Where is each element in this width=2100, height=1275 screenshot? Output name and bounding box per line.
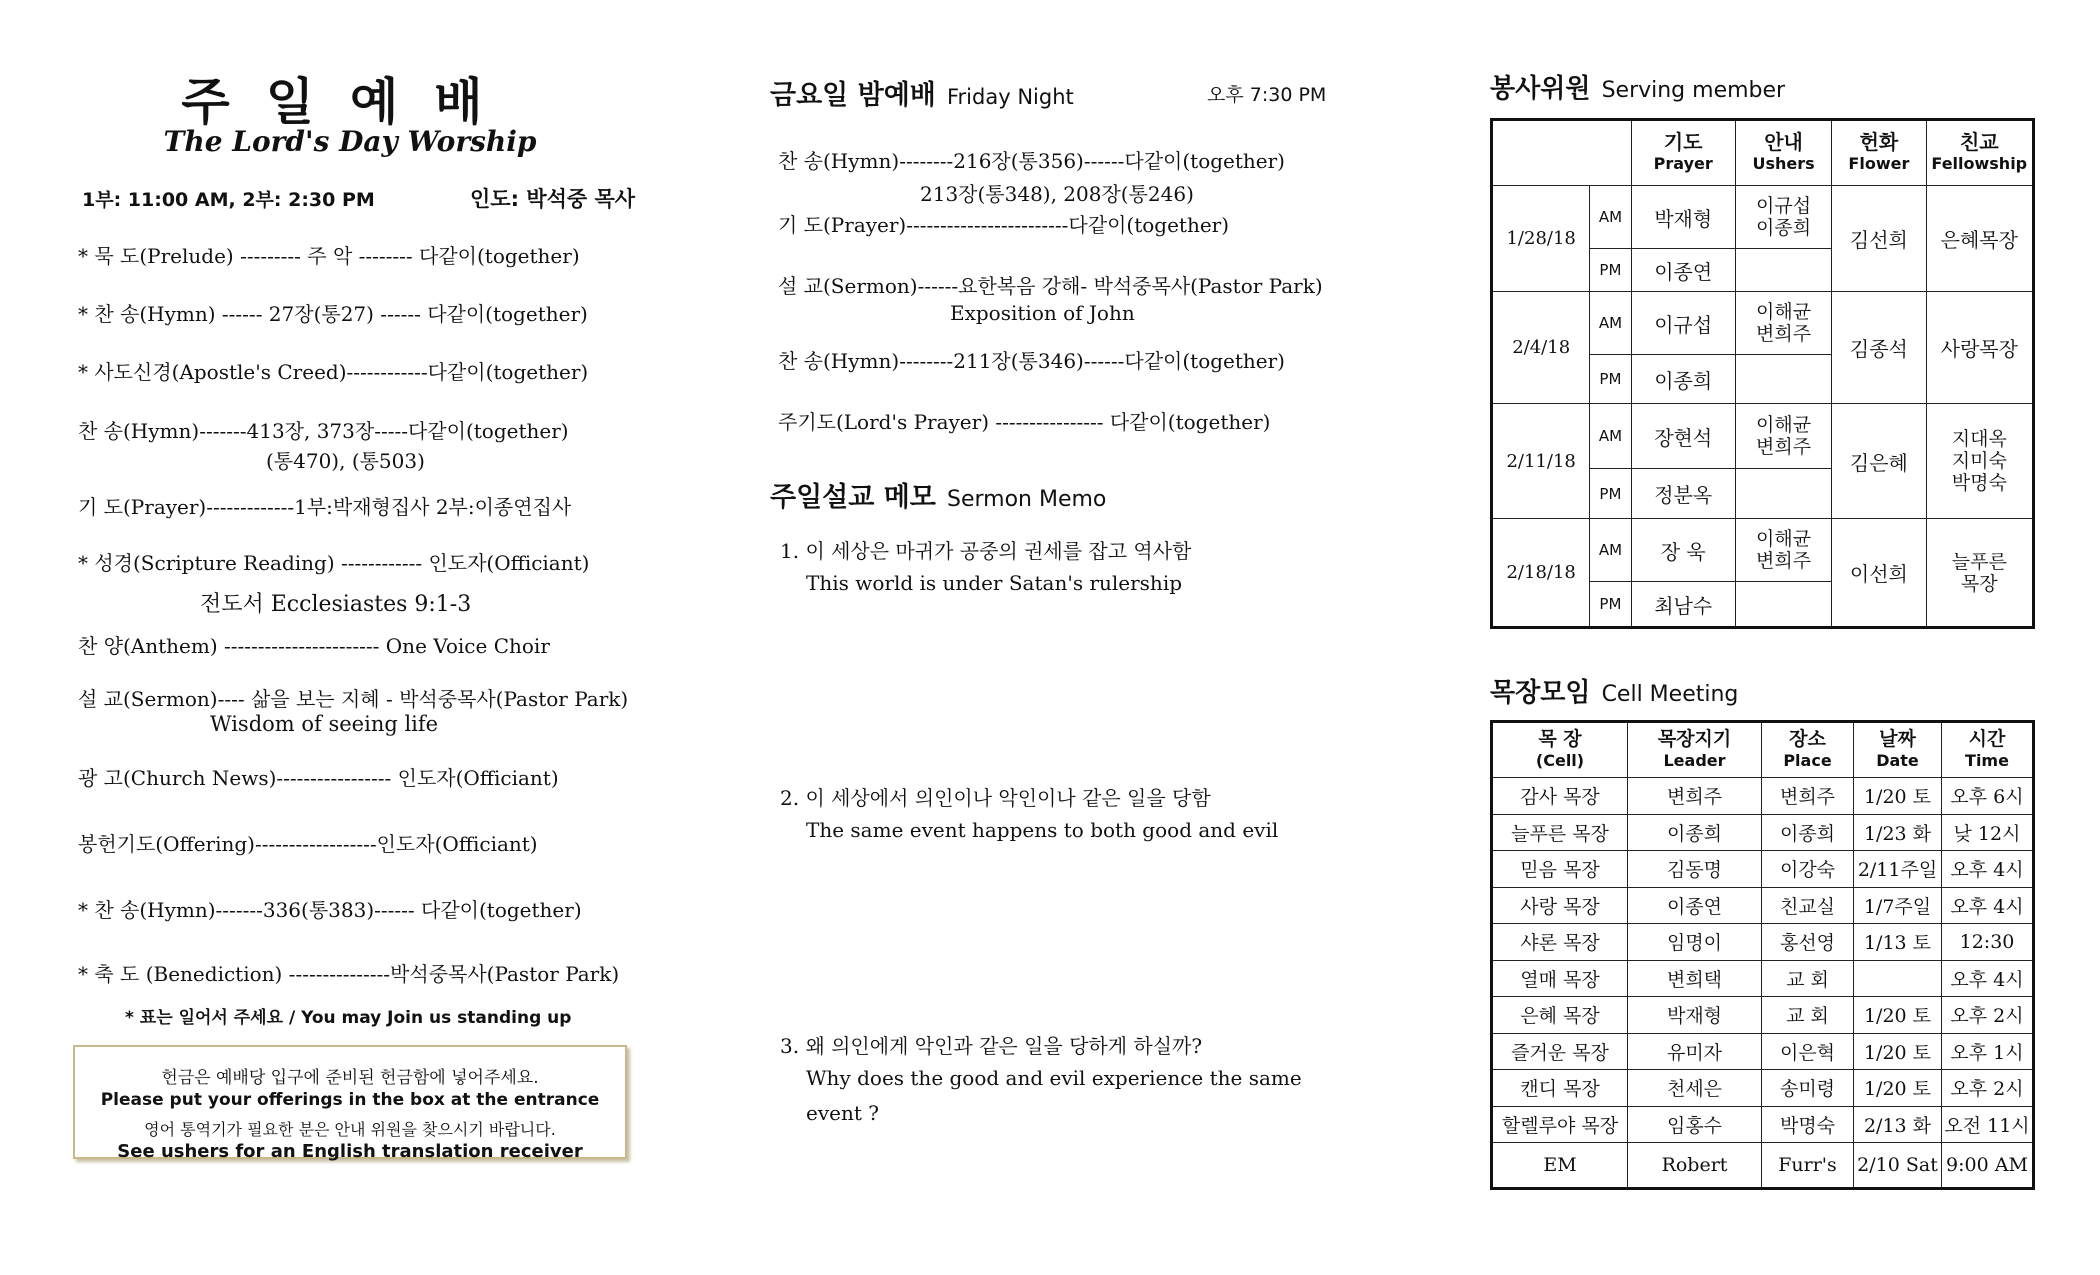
cell-header-row: [1492, 722, 2034, 778]
memo-point-1-ko: 1. 이 세상은 마귀가 공중의 권세를 잡고 역사함: [780, 539, 1192, 563]
standing-note: * 표는 일어서 주세요 / You may Join us standing up: [125, 1008, 572, 1028]
friday-lords-prayer: 주기도(Lord's Prayer) ---------------- 다같이(together): [778, 410, 1271, 434]
cell-date: 2/13 화: [1854, 1106, 1942, 1143]
cell-meeting-title-en: Cell Meeting: [1601, 682, 1739, 707]
cell-date: 1/7주일: [1854, 887, 1942, 924]
cell-leader: 유미자: [1628, 1033, 1762, 1070]
cell-time: 12:30: [1942, 924, 2034, 961]
cell-name: 샤론 목장: [1492, 924, 1628, 961]
cell-date: 1/20 토: [1854, 1070, 1942, 1107]
order-item-news: 광 고(Church News)----------------- 인도자(Officiant): [78, 766, 559, 790]
serving-member-table: [1490, 118, 2035, 629]
table-row: [1492, 924, 2034, 961]
am-label: AM: [1590, 186, 1631, 249]
flower: 이선희: [1832, 519, 1926, 628]
am-prayer: 장현석: [1631, 404, 1735, 469]
serving-title-en: Serving member: [1601, 78, 1786, 103]
cell-date: 1/23 화: [1854, 814, 1942, 851]
order-item-sermon: 설 교(Sermon)---- 삶을 보는 지혜 - 박석중목사(Pastor Park): [78, 687, 629, 711]
cell-place: 이종희: [1762, 814, 1854, 851]
cell-name: 즐거운 목장: [1492, 1033, 1628, 1070]
cell-header-date: 날짜 Date: [1854, 722, 1942, 778]
fellowship: 늘푸른 목장: [1926, 519, 2033, 628]
cell-name: 캔디 목장: [1492, 1070, 1628, 1107]
pm-label: PM: [1590, 249, 1631, 292]
serving-header-blank: [1492, 120, 1632, 186]
cell-place: 교 회: [1762, 997, 1854, 1034]
pm-label: PM: [1590, 355, 1631, 404]
scripture-reference: 전도서 Ecclesiastes 9:1-3: [200, 592, 472, 617]
cell-leader: 변희택: [1628, 960, 1762, 997]
flower: 김종석: [1832, 292, 1926, 404]
am-label: AM: [1590, 404, 1631, 469]
serving-date: 2/4/18: [1492, 292, 1590, 404]
serving-header-row: [1492, 120, 2034, 186]
cell-leader: 변희주: [1628, 778, 1762, 815]
friday-title: [770, 73, 1074, 112]
cell-leader: 임명이: [1628, 924, 1762, 961]
service-leader: 인도: 박석중 목사: [470, 187, 636, 211]
cell-date: 2/11주일: [1854, 851, 1942, 888]
cell-leader: 박재형: [1628, 997, 1762, 1034]
notice-line-3: 영어 통역기가 필요한 분은 안내 위원을 찾으시기 바랍니다.: [144, 1120, 556, 1139]
serving-date: 1/28/18: [1492, 186, 1590, 292]
pm-prayer: 이종희: [1631, 355, 1735, 404]
cell-date: 2/10 Sat: [1854, 1143, 1942, 1189]
memo-point-2-ko: 2. 이 세상에서 의인이나 악인이나 같은 일을 당함: [780, 786, 1211, 810]
table-row: [1492, 1070, 2034, 1107]
cell-leader: 천세은: [1628, 1070, 1762, 1107]
order-item-anthem: 찬 양(Anthem) ----------------------- One Voice Choir: [78, 634, 550, 658]
cell-time: 9:00 AM: [1942, 1143, 2034, 1189]
ushers: 이규섭 이종희: [1735, 186, 1831, 249]
table-row: [1492, 814, 2034, 851]
table-row: [1492, 851, 2034, 888]
friday-hymn-1-alt: 213장(통348), 208장(통246): [920, 182, 1194, 206]
memo-point-3-en-cont: event ?: [806, 1101, 879, 1125]
cell-header-time: 시간 Time: [1942, 722, 2034, 778]
serving-date: 2/11/18: [1492, 404, 1590, 519]
table-row: [1492, 960, 2034, 997]
pm-prayer: 정분옥: [1631, 469, 1735, 519]
serving-title-ko: 봉사위원: [1490, 74, 1591, 104]
cell-date: 1/20 토: [1854, 778, 1942, 815]
friday-hymn-1: 찬 송(Hymn)--------216장(통356)------다같이(together): [778, 149, 1285, 173]
cell-place: 송미령: [1762, 1070, 1854, 1107]
pm-prayer: 최남수: [1631, 582, 1735, 628]
cell-time: 낮 12시: [1942, 814, 2034, 851]
cell-leader: Robert: [1628, 1143, 1762, 1189]
table-row: [1492, 887, 2034, 924]
serving-header-flower: 헌화 Flower: [1832, 120, 1926, 186]
service-times: 1부: 11:00 AM, 2부: 2:30 PM: [82, 189, 375, 211]
cell-time: 오전 11시: [1942, 1106, 2034, 1143]
memo-point-1-en: This world is under Satan's rulership: [806, 571, 1183, 595]
am-prayer: 이규섭: [1631, 292, 1735, 355]
ushers: 이해균 변희주: [1735, 404, 1831, 469]
serving-row-am: [1492, 186, 2034, 249]
cell-name: 늘푸른 목장: [1492, 814, 1628, 851]
cell-place: Furr's: [1762, 1143, 1854, 1189]
order-item-scripture: * 성경(Scripture Reading) ------------ 인도자(Officiant): [78, 551, 590, 575]
serving-row-am: [1492, 404, 2034, 469]
cell-time: 오후 1시: [1942, 1033, 2034, 1070]
cell-time: 오후 4시: [1942, 887, 2034, 924]
am-label: AM: [1590, 292, 1631, 355]
pm-ushers-blank: [1735, 249, 1831, 292]
serving-title: [1490, 68, 1785, 105]
cell-name: 할렐루야 목장: [1492, 1106, 1628, 1143]
cell-meeting-title-ko: 목장모임: [1490, 678, 1591, 708]
cell-place: 교 회: [1762, 960, 1854, 997]
cell-meeting-table: [1490, 720, 2035, 1190]
memo-title: [770, 475, 1106, 514]
table-row: [1492, 1033, 2034, 1070]
cell-meeting-title: [1490, 672, 1738, 709]
cell-header-place: 장소 Place: [1762, 722, 1854, 778]
pm-label: PM: [1590, 469, 1631, 519]
memo-title-ko: 주일설교 메모: [770, 482, 936, 513]
friday-sermon: 설 교(Sermon)------요한복음 강해- 박석중목사(Pastor Park): [778, 274, 1323, 298]
cell-time: 오후 6시: [1942, 778, 2034, 815]
cell-header-leader: 목장지기 Leader: [1628, 722, 1762, 778]
memo-title-en: Sermon Memo: [947, 487, 1107, 512]
table-row: [1492, 1143, 2034, 1189]
cell-name: 열매 목장: [1492, 960, 1628, 997]
serving-row-am: [1492, 519, 2034, 582]
notice-line-2: Please put your offerings in the box at the entrance: [100, 1090, 600, 1110]
flower: 김선희: [1832, 186, 1926, 292]
order-item-prayer: 기 도(Prayer)-------------1부:박재형집사 2부:이종연집사: [78, 495, 572, 519]
table-row: [1492, 997, 2034, 1034]
pm-ushers-blank: [1735, 582, 1831, 628]
cell-leader: 이종희: [1628, 814, 1762, 851]
offering-notice-box: [73, 1045, 627, 1162]
page-title: 주일예배: [181, 73, 519, 131]
cell-meeting-rows: [1492, 778, 2034, 1189]
cell-leader: 이종연: [1628, 887, 1762, 924]
order-item-benediction: * 축 도 (Benediction) ---------------박석중목사(Pastor Park): [78, 962, 620, 986]
serving-header-prayer: 기도 Prayer: [1631, 120, 1735, 186]
serving-header-ushers: 안내 Ushers: [1735, 120, 1831, 186]
friday-time: 오후 7:30 PM: [1207, 84, 1327, 106]
friday-prayer: 기 도(Prayer)------------------------다같이(together): [778, 213, 1230, 237]
friday-title-en: Friday Night: [947, 85, 1074, 109]
fellowship: 은혜목장: [1926, 186, 2033, 292]
pm-ushers-blank: [1735, 469, 1831, 519]
cell-date: 1/20 토: [1854, 1033, 1942, 1070]
cell-name: 감사 목장: [1492, 778, 1628, 815]
table-row: [1492, 1106, 2034, 1143]
order-item-creed: * 사도신경(Apostle's Creed)------------다같이(together): [78, 360, 589, 384]
cell-name: 은혜 목장: [1492, 997, 1628, 1034]
friday-title-ko: 금요일 밤예배: [770, 80, 936, 111]
cell-place: 홍선영: [1762, 924, 1854, 961]
order-item-hymn-2: 찬 송(Hymn)-------413장, 373장-----다같이(together): [78, 419, 569, 443]
am-prayer: 박재형: [1631, 186, 1735, 249]
cell-place: 변희주: [1762, 778, 1854, 815]
cell-place: 박명숙: [1762, 1106, 1854, 1143]
cell-leader: 김동명: [1628, 851, 1762, 888]
pm-prayer: 이종연: [1631, 249, 1735, 292]
order-item-hymn-1: * 찬 송(Hymn) ------ 27장(통27) ------ 다같이(together): [78, 302, 588, 326]
pm-ushers-blank: [1735, 355, 1831, 404]
memo-point-2-en: The same event happens to both good and evil: [806, 818, 1279, 842]
serving-header-fellowship: 친교 Fellowship: [1926, 120, 2033, 186]
cell-place: 이은혁: [1762, 1033, 1854, 1070]
pm-label: PM: [1590, 582, 1631, 628]
cell-date: 1/13 토: [1854, 924, 1942, 961]
table-row: [1492, 778, 2034, 815]
cell-leader: 임홍수: [1628, 1106, 1762, 1143]
cell-place: 이강숙: [1762, 851, 1854, 888]
serving-date: 2/18/18: [1492, 519, 1590, 628]
serving-row-am: [1492, 292, 2034, 355]
friday-hymn-2: 찬 송(Hymn)--------211장(통346)------다같이(together): [778, 349, 1285, 373]
page-subtitle: The Lord's Day Worship: [163, 125, 537, 158]
fellowship: 사랑목장: [1926, 292, 2033, 404]
notice-line-4: See ushers for an English translation receiver: [117, 1141, 583, 1162]
cell-date: [1854, 960, 1942, 997]
cell-time: 오후 2시: [1942, 1070, 2034, 1107]
cell-place: 친교실: [1762, 887, 1854, 924]
cell-header-cell: 목 장 (Cell): [1492, 722, 1628, 778]
friday-sermon-title: Exposition of John: [950, 301, 1135, 325]
cell-name: EM: [1492, 1143, 1628, 1189]
order-item-hymn-3: * 찬 송(Hymn)-------336(통383)------ 다같이(together): [78, 898, 582, 922]
cell-name: 믿음 목장: [1492, 851, 1628, 888]
flower: 김은혜: [1832, 404, 1926, 519]
ushers: 이해균 변희주: [1735, 292, 1831, 355]
fellowship: 지대옥 지미숙 박명숙: [1926, 404, 2033, 519]
cell-name: 사랑 목장: [1492, 887, 1628, 924]
memo-point-3-en: Why does the good and evil experience the same: [806, 1066, 1302, 1090]
order-item-prelude: * 묵 도(Prelude) --------- 주 악 -------- 다같이(together): [78, 244, 580, 268]
am-prayer: 장 욱: [1631, 519, 1735, 582]
am-label: AM: [1590, 519, 1631, 582]
notice-line-1: 헌금은 예배당 입구에 준비된 헌금함에 넣어주세요.: [161, 1068, 539, 1088]
order-item-offering: 봉헌기도(Offering)------------------인도자(Officiant): [78, 832, 538, 856]
cell-time: 오후 4시: [1942, 851, 2034, 888]
memo-point-3-ko: 3. 왜 의인에게 악인과 같은 일을 당하게 하실까?: [780, 1034, 1203, 1058]
cell-time: 오후 4시: [1942, 960, 2034, 997]
worship-order-panel: [70, 0, 650, 1275]
cell-time: 오후 2시: [1942, 997, 2034, 1034]
friday-and-memo-panel: [760, 0, 1360, 1275]
sermon-title-en: Wisdom of seeing life: [210, 712, 439, 736]
ushers: 이해균 변희주: [1735, 519, 1831, 582]
cell-date: 1/20 토: [1854, 997, 1942, 1034]
order-item-hymn-2-alt: (통470), (통503): [266, 449, 425, 473]
